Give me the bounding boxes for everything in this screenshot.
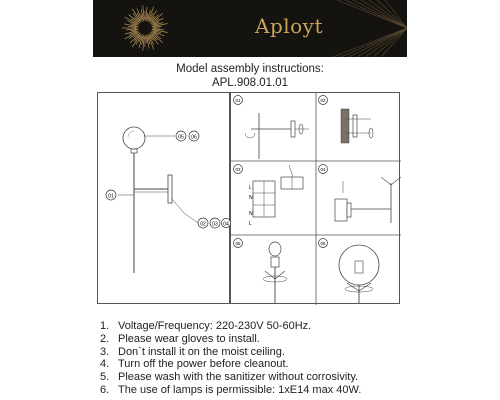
brand-logo-text: Aployt bbox=[255, 14, 324, 38]
svg-text:06: 06 bbox=[320, 241, 326, 246]
instruction-item: 3. Don`t install it on the moist ceiling. bbox=[100, 345, 285, 358]
svg-text:N: N bbox=[249, 195, 253, 201]
label-01 bbox=[106, 190, 116, 200]
svg-text:05: 05 bbox=[178, 134, 184, 141]
svg-text:02: 02 bbox=[320, 98, 326, 103]
svg-text:05: 05 bbox=[235, 241, 241, 246]
instruction-item: 2. Please wear gloves to install. bbox=[100, 332, 260, 345]
svg-text:N: N bbox=[249, 211, 253, 217]
instruction-item: 6. The use of lamps is permissible: 1xE14 max 40W. bbox=[100, 383, 362, 396]
svg-text:02: 02 bbox=[200, 221, 206, 228]
label-06 bbox=[189, 131, 199, 141]
wall-lamp-drawing bbox=[98, 93, 231, 305]
product-drawing bbox=[97, 92, 230, 304]
brand-banner bbox=[93, 0, 407, 57]
assembly-steps-grid bbox=[230, 92, 400, 304]
step-05 bbox=[234, 239, 288, 304]
instruction-item: 5. Please wash with the sanitizer without corrosivity. bbox=[100, 371, 359, 384]
svg-text:01: 01 bbox=[235, 98, 241, 103]
step-03 bbox=[234, 165, 304, 228]
page-title: Model assembly instructions: bbox=[176, 63, 324, 75]
svg-text:04: 04 bbox=[320, 167, 326, 172]
step-04 bbox=[319, 165, 402, 224]
svg-text:01: 01 bbox=[108, 193, 114, 200]
step-06 bbox=[319, 239, 380, 304]
instruction-item: 1. Voltage/Frequency: 220-230V 50-60Hz. bbox=[100, 320, 312, 332]
assembly-steps-drawing bbox=[231, 93, 401, 305]
step-01 bbox=[234, 96, 310, 160]
sunburst-icon bbox=[93, 0, 407, 57]
glass-globe bbox=[123, 127, 145, 149]
svg-text:L: L bbox=[249, 221, 252, 227]
svg-text:03: 03 bbox=[212, 221, 218, 228]
svg-text:03: 03 bbox=[235, 167, 241, 172]
svg-text:L: L bbox=[249, 185, 252, 191]
step-02 bbox=[319, 96, 374, 144]
safety-instructions-list bbox=[100, 320, 460, 397]
wall-plate bbox=[168, 175, 172, 203]
label-02 bbox=[198, 218, 208, 228]
svg-text:06: 06 bbox=[191, 134, 197, 141]
instruction-item: 4. Turn off the power before cleanout. bbox=[100, 358, 289, 371]
label-05 bbox=[176, 131, 186, 141]
svg-text:04: 04 bbox=[223, 221, 229, 228]
label-03 bbox=[210, 218, 220, 228]
model-number: APL.908.01.01 bbox=[211, 77, 289, 89]
